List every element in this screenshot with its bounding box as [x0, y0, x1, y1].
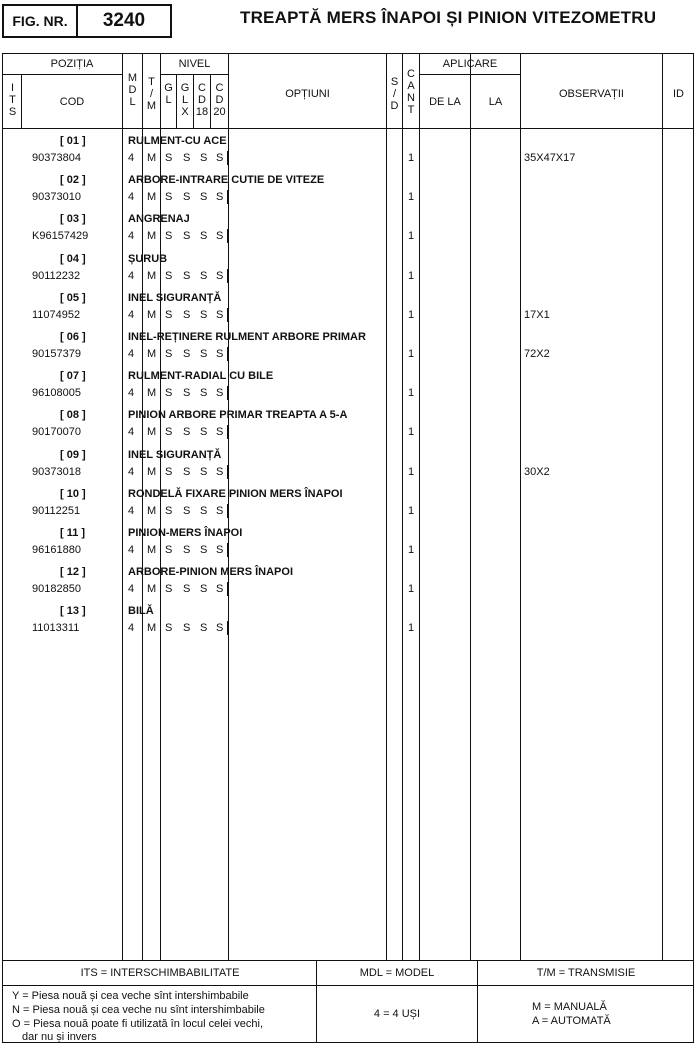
row-level: S	[200, 191, 208, 203]
row-transmission: M	[147, 505, 157, 517]
legend-tm-manual: M = MANUALĂ	[532, 1001, 607, 1013]
row-part-name: INEL SIGURANȚĂ	[128, 449, 222, 461]
row-level: S	[183, 152, 191, 164]
row-part-name: RULMENT-RADIAL CU BILE	[128, 370, 274, 382]
row-quantity: 1	[408, 505, 415, 517]
row-quantity: 1	[408, 152, 415, 164]
row-position: [ 06 ]	[60, 331, 86, 343]
row-mdl: 4	[128, 466, 135, 478]
row-position: [ 12 ]	[60, 566, 86, 578]
row-quantity: 1	[408, 426, 415, 438]
header-aplicare: APLICARE	[442, 58, 498, 70]
row-part-code: 90373010	[32, 191, 81, 203]
row-mdl: 4	[128, 505, 135, 517]
header-bottom-line	[2, 128, 694, 129]
row-level: S	[165, 505, 173, 517]
row-level: S	[200, 152, 208, 164]
row-level: S	[165, 426, 173, 438]
row-part-code: 96161880	[32, 544, 81, 556]
fig-label: FIG. NR.	[2, 4, 78, 38]
row-transmission: M	[147, 152, 157, 164]
row-level: S	[165, 622, 173, 634]
row-part-name: ARBORE-INTRARE CUTIE DE VITEZE	[128, 174, 325, 186]
row-mdl: 4	[128, 152, 135, 164]
row-level: S	[200, 622, 208, 634]
row-level: S	[200, 348, 208, 360]
row-level: S	[200, 466, 208, 478]
header-cant: C A N T	[407, 68, 415, 116]
row-divider	[160, 74, 228, 75]
row-quantity: 1	[408, 348, 415, 360]
parts-table-frame	[2, 53, 694, 1043]
row-part-code: 11013311	[32, 622, 80, 634]
legend-its-y: Y = Piesa nouă și cea veche sînt intershimbabile	[12, 990, 249, 1002]
row-part-code: 96108005	[32, 387, 81, 399]
row-position: [ 11 ]	[60, 527, 86, 539]
row-level: S	[165, 230, 173, 242]
row-part-name: ȘURUB	[128, 253, 168, 265]
row-level: S	[183, 466, 191, 478]
col-divider	[662, 53, 663, 960]
row-mdl: 4	[128, 583, 135, 595]
row-part-code: 90170070	[32, 426, 81, 438]
row-level: S	[183, 191, 191, 203]
row-level: S	[216, 387, 224, 399]
header-tm: T / M	[146, 76, 157, 112]
row-quantity: 1	[408, 270, 415, 282]
row-divider	[419, 74, 520, 75]
legend-its-title: ITS = INTERSCHIMBABILITATE	[80, 967, 240, 979]
row-part-code: 90373018	[32, 466, 81, 478]
row-level: S	[216, 544, 224, 556]
row-tick	[227, 582, 228, 596]
row-level: S	[200, 387, 208, 399]
legend-title-line	[2, 985, 694, 986]
row-level: S	[216, 622, 224, 634]
row-mdl: 4	[128, 270, 135, 282]
row-position: [ 13 ]	[60, 605, 86, 617]
row-level: S	[200, 583, 208, 595]
header-mdl: M D L	[127, 72, 138, 108]
header-cd18: C D 18	[195, 82, 209, 118]
row-level: S	[183, 309, 191, 321]
row-part-name: PINION ARBORE PRIMAR TREAPTA A 5-A	[128, 409, 348, 421]
row-level: S	[216, 230, 224, 242]
header-nivel: NIVEL	[178, 58, 211, 70]
row-tick	[227, 308, 228, 322]
row-quantity: 1	[408, 466, 415, 478]
row-mdl: 4	[128, 191, 135, 203]
row-position: [ 05 ]	[60, 292, 86, 304]
row-part-name: BILĂ	[128, 605, 154, 617]
header-observatii: OBSERVAȚII	[558, 88, 624, 100]
row-level: S	[200, 270, 208, 282]
row-transmission: M	[147, 270, 157, 282]
row-transmission: M	[147, 622, 157, 634]
row-part-code: 90157379	[32, 348, 81, 360]
row-level: S	[216, 191, 224, 203]
row-part-name: RULMENT-CU ACE	[128, 135, 227, 147]
row-quantity: 1	[408, 309, 415, 321]
row-level: S	[200, 426, 208, 438]
row-level: S	[183, 505, 191, 517]
row-level: S	[216, 466, 224, 478]
row-position: [ 03 ]	[60, 213, 86, 225]
row-quantity: 1	[408, 387, 415, 399]
header-optiuni: OPȚIUNI	[285, 88, 330, 100]
row-tick	[227, 465, 228, 479]
row-level: S	[183, 230, 191, 242]
row-level: S	[216, 583, 224, 595]
row-level: S	[165, 309, 173, 321]
fig-number: 3240	[78, 4, 172, 38]
header-cod: COD	[59, 96, 85, 108]
row-part-code: K96157429	[32, 230, 89, 242]
row-mdl: 4	[128, 544, 135, 556]
row-level: S	[165, 466, 173, 478]
row-transmission: M	[147, 191, 157, 203]
row-level: S	[165, 152, 173, 164]
row-level: S	[216, 309, 224, 321]
row-part-name: INEL SIGURANȚĂ	[128, 292, 222, 304]
header-gl: G L	[164, 82, 173, 106]
row-mdl: 4	[128, 348, 135, 360]
row-observation: 17X1	[524, 309, 550, 321]
row-transmission: M	[147, 583, 157, 595]
row-mdl: 4	[128, 426, 135, 438]
row-tick	[227, 151, 228, 165]
legend-top-line	[2, 960, 694, 961]
row-level: S	[200, 505, 208, 517]
row-level: S	[216, 348, 224, 360]
row-mdl: 4	[128, 622, 135, 634]
row-level: S	[183, 426, 191, 438]
row-tick	[227, 269, 228, 283]
row-observation: 72X2	[524, 348, 550, 360]
row-quantity: 1	[408, 191, 415, 203]
row-tick	[227, 190, 228, 204]
col-divider	[122, 53, 123, 960]
row-quantity: 1	[408, 544, 415, 556]
row-mdl: 4	[128, 309, 135, 321]
row-level: S	[216, 426, 224, 438]
row-quantity: 1	[408, 583, 415, 595]
row-transmission: M	[147, 387, 157, 399]
header-la: LA	[488, 96, 503, 108]
col-divider	[402, 53, 403, 960]
row-tick	[227, 425, 228, 439]
legend-tm-automat: A = AUTOMATĂ	[532, 1015, 611, 1027]
row-tick	[227, 504, 228, 518]
col-divider	[520, 53, 521, 960]
row-part-name: ARBORE-PINION MERS ÎNAPOI	[128, 566, 294, 578]
row-position: [ 04 ]	[60, 253, 86, 265]
row-level: S	[165, 191, 173, 203]
row-level: S	[165, 583, 173, 595]
col-divider	[419, 53, 420, 960]
row-transmission: M	[147, 466, 157, 478]
header-id: ID	[673, 88, 684, 100]
row-transmission: M	[147, 309, 157, 321]
legend-mdl-title: MDL = MODEL	[359, 967, 435, 979]
legend-tm-title: T/M = TRANSMISIE	[536, 967, 636, 979]
header-glx: G L X	[180, 82, 190, 118]
legend-its-o2: dar nu și invers	[22, 1031, 97, 1043]
row-level: S	[183, 348, 191, 360]
row-mdl: 4	[128, 387, 135, 399]
row-level: S	[200, 230, 208, 242]
row-tick	[227, 229, 228, 243]
row-part-code: 90182850	[32, 583, 81, 595]
row-divider	[2, 74, 122, 75]
row-level: S	[216, 270, 224, 282]
row-transmission: M	[147, 426, 157, 438]
row-part-code: 90112232	[32, 270, 81, 282]
row-position: [ 07 ]	[60, 370, 86, 382]
row-part-name: RONDELĂ FIXARE PINION MERS ÎNAPOI	[128, 488, 343, 500]
row-level: S	[165, 387, 173, 399]
row-position: [ 02 ]	[60, 174, 86, 186]
row-level: S	[183, 583, 191, 595]
row-tick	[227, 386, 228, 400]
header-cd20: C D 20	[213, 82, 226, 118]
row-level: S	[165, 348, 173, 360]
row-position: [ 10 ]	[60, 488, 86, 500]
row-level: S	[183, 270, 191, 282]
row-position: [ 01 ]	[60, 135, 86, 147]
row-transmission: M	[147, 544, 157, 556]
row-tick	[227, 621, 228, 635]
row-level: S	[216, 505, 224, 517]
row-tick	[227, 543, 228, 557]
row-mdl: 4	[128, 230, 135, 242]
row-level: S	[200, 544, 208, 556]
row-level: S	[183, 387, 191, 399]
page-title: TREAPTĂ MERS ÎNAPOI ȘI PINION VITEZOMETRU	[240, 8, 657, 27]
col-divider	[470, 53, 471, 960]
row-part-name: INEL-REȚINERE RULMENT ARBORE PRIMAR	[128, 331, 366, 343]
row-level: S	[200, 309, 208, 321]
col-divider	[142, 53, 143, 960]
row-part-name: ANGRENAJ	[128, 213, 190, 225]
row-quantity: 1	[408, 230, 415, 242]
header-pozitia: POZIȚIA	[50, 58, 94, 70]
row-observation: 30X2	[524, 466, 550, 478]
header-de-la: DE LA	[429, 96, 461, 108]
row-position: [ 08 ]	[60, 409, 86, 421]
legend-its-o1: O = Piesa nouă poate fi utilizată în locul celei vechi,	[12, 1018, 264, 1030]
row-part-name: PINION-MERS ÎNAPOI	[128, 527, 243, 539]
row-part-code: 90112251	[32, 505, 81, 517]
row-level: S	[183, 622, 191, 634]
row-transmission: M	[147, 348, 157, 360]
row-level: S	[165, 270, 173, 282]
row-position: [ 09 ]	[60, 449, 86, 461]
row-observation: 35X47X17	[524, 152, 576, 164]
row-quantity: 1	[408, 622, 415, 634]
row-level: S	[216, 152, 224, 164]
header-its: I T S	[8, 82, 17, 118]
col-divider	[386, 53, 387, 960]
header-sd: S / D	[390, 76, 399, 112]
col-divider	[160, 53, 161, 960]
col-divider	[228, 53, 229, 960]
legend-mdl-value: 4 = 4 UȘI	[373, 1008, 421, 1020]
legend-its-n: N = Piesa nouă și cea veche nu sînt intershimbabile	[12, 1004, 265, 1016]
row-tick	[227, 347, 228, 361]
row-part-code: 11074952	[32, 309, 81, 321]
row-level: S	[165, 544, 173, 556]
row-transmission: M	[147, 230, 157, 242]
row-level: S	[183, 544, 191, 556]
row-part-code: 90373804	[32, 152, 81, 164]
